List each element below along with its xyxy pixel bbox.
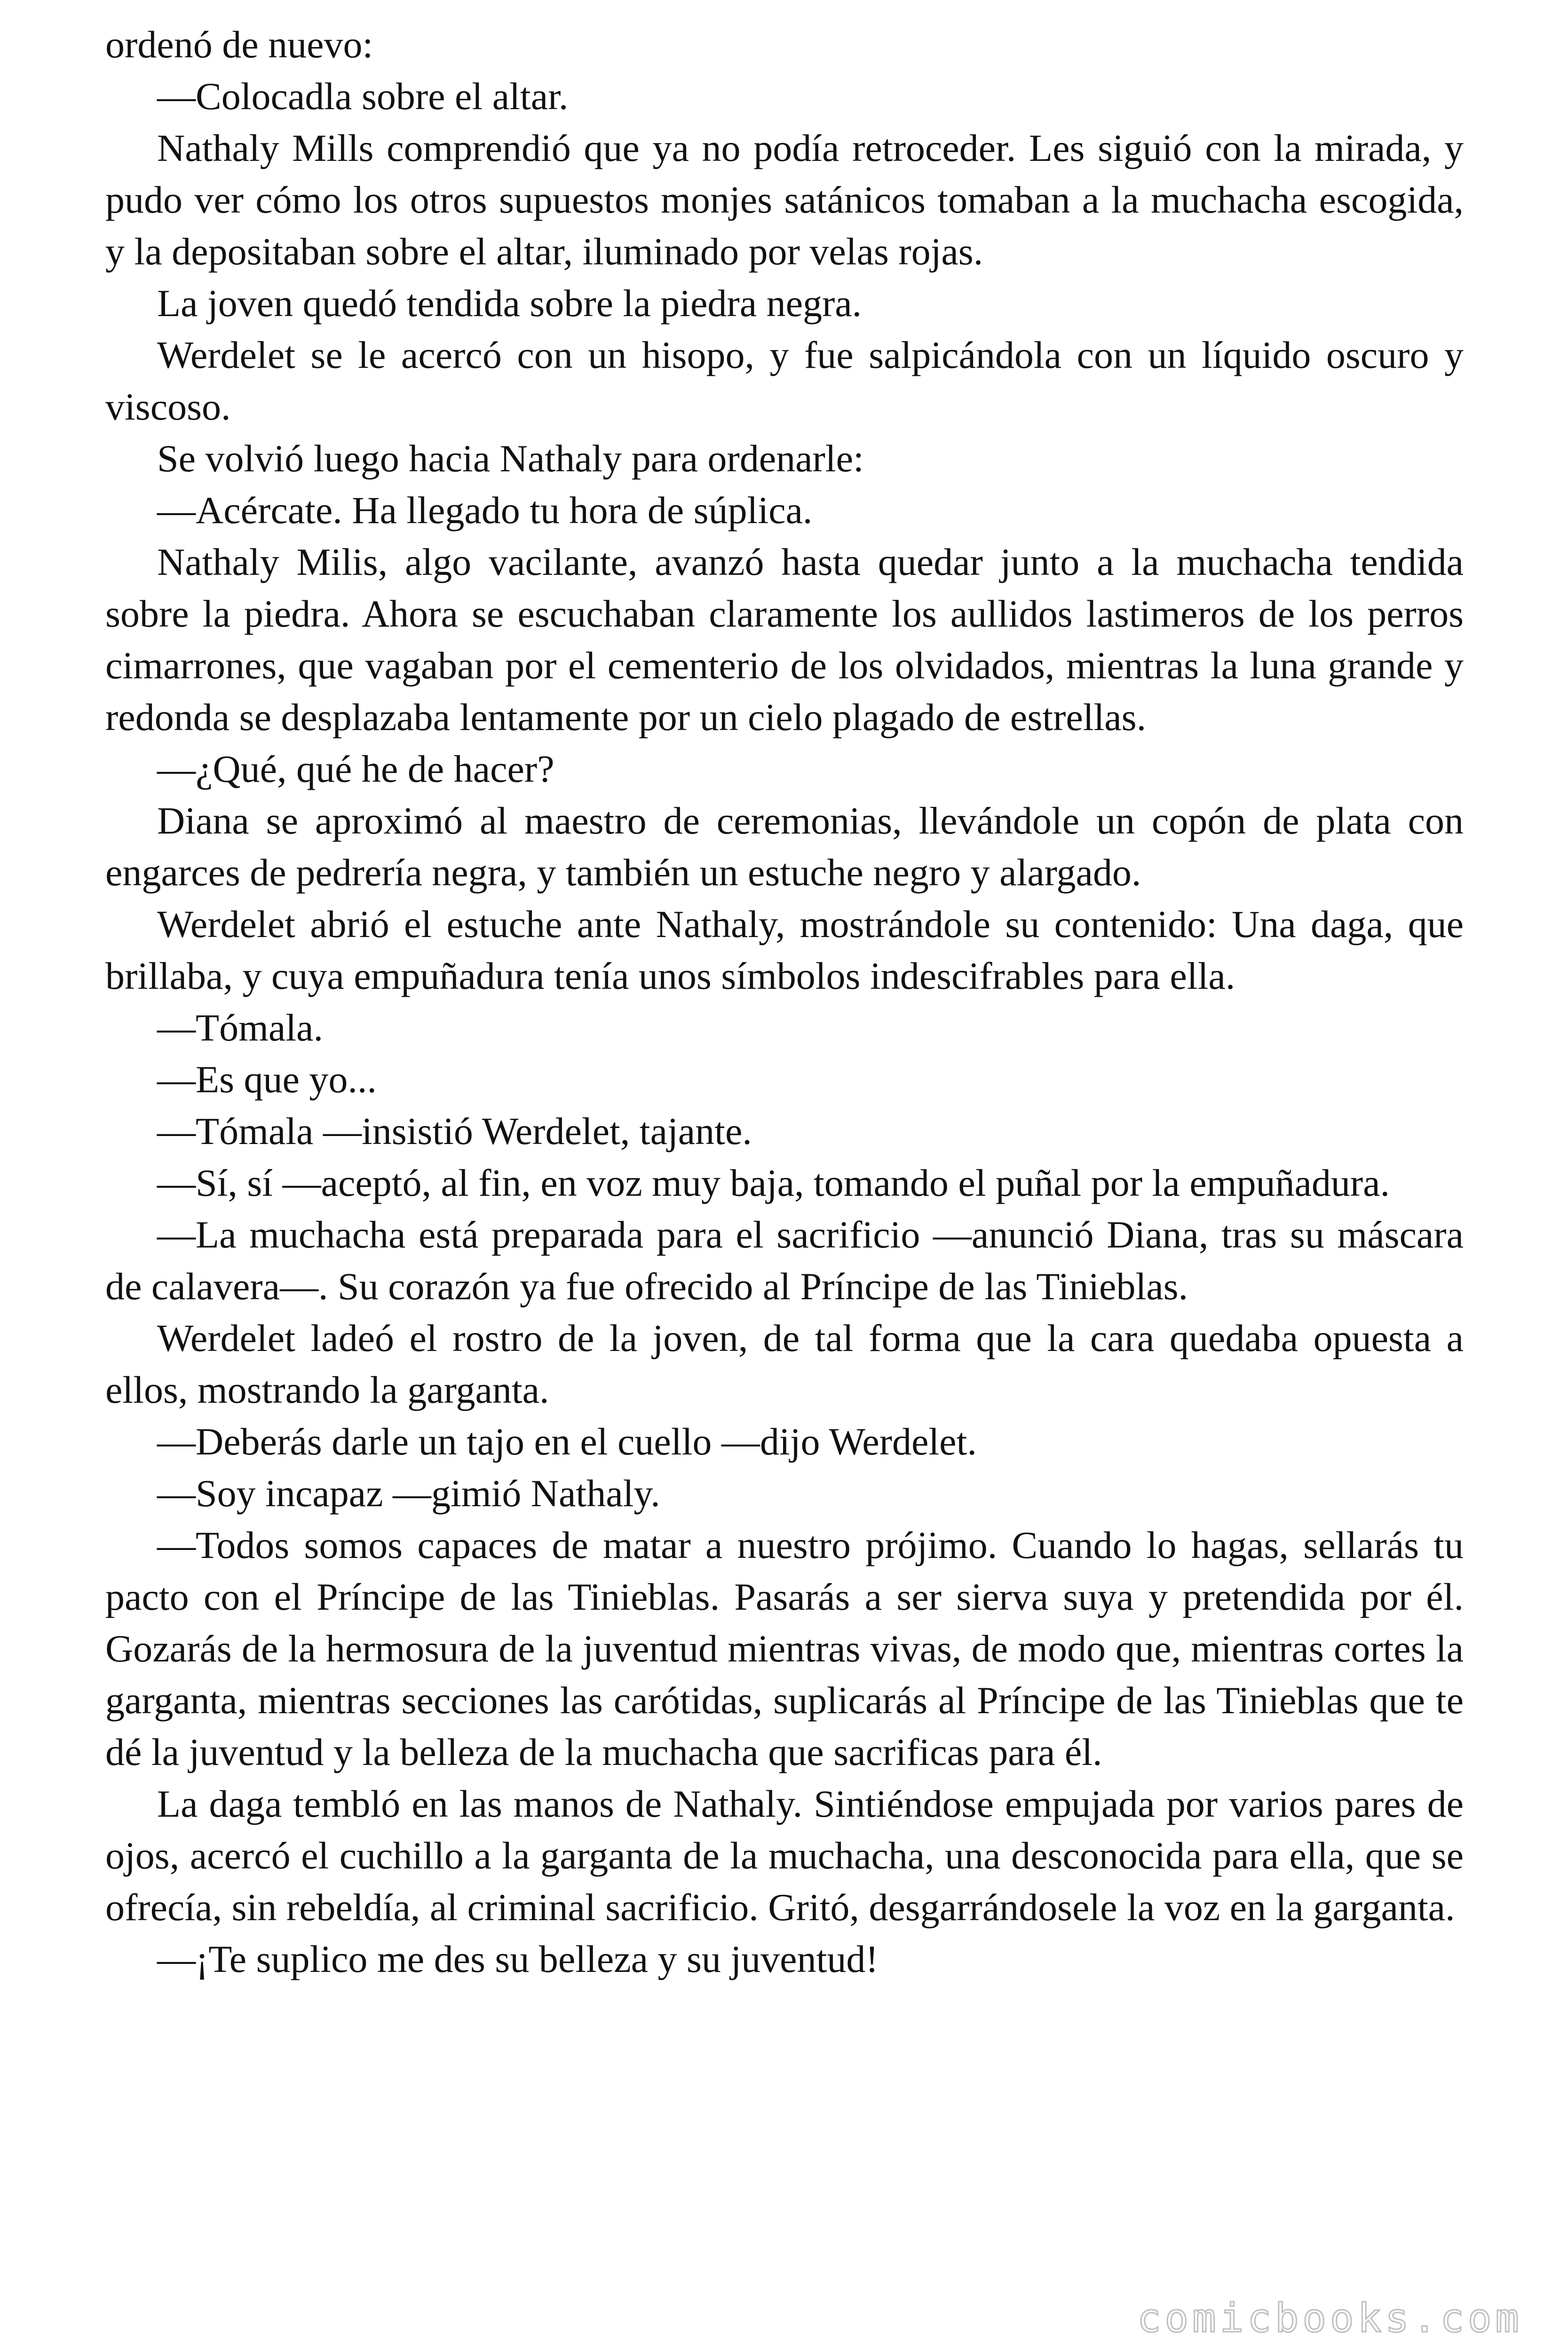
paragraph: —Todos somos capaces de matar a nuestro prójimo. Cuando lo hagas, sellarás tu pacto con el Príncipe de las Tinieblas. Pasarás a ser sierva suya y pretendida por él. Gozarás de la hermosura de la juventud mientras vivas, de modo que, mientras cortes la garganta, mientras secciones las carótidas, suplicarás al Príncipe de las Tinieblas que te dé la juventud y la belleza de la muchacha que sacrificas para él. xyxy=(105,1524,1464,1773)
paragraph: Nathaly Milis, algo vacilante, avanzó hasta quedar junto a la muchacha tendida sobre la piedra. Ahora se escuchaban claramente los aullidos lastimeros de los perros cimarrones, que vagaban por el cementerio de los olvidados, mientras la luna grande y redonda se desplazaba lentamente por un cielo plagado de estrellas. xyxy=(105,540,1464,739)
paragraph: Werdelet se le acercó con un hisopo, y fue salpicándola con un líquido oscuro y viscoso. xyxy=(105,334,1464,428)
paragraph: Se volvió luego hacia Nathaly para ordenarle: xyxy=(157,437,864,480)
paragraph: —Tómala. xyxy=(157,1006,323,1049)
paragraph: —Es que yo... xyxy=(157,1058,377,1101)
page-body xyxy=(105,19,1464,1985)
paragraph: Diana se aproximó al maestro de ceremonias, llevándole un copón de plata con engarces de pedrería negra, y también un estuche negro y alargado. xyxy=(105,799,1464,894)
paragraph: —¡Te suplico me des su belleza y su juventud! xyxy=(157,1938,879,1980)
paragraph: Werdelet ladeó el rostro de la joven, de tal forma que la cara quedaba opuesta a ellos, mostrando la garganta. xyxy=(105,1317,1464,1411)
paragraph: —La muchacha está preparada para el sacrificio —anunció Diana, tras su máscara de calavera—. Su corazón ya fue ofrecido al Príncipe de las Tinieblas. xyxy=(105,1213,1464,1308)
paragraph: —Acércate. Ha llegado tu hora de súplica. xyxy=(157,489,813,532)
paragraph: La joven quedó tendida sobre la piedra negra. xyxy=(157,282,862,325)
paragraph: Nathaly Mills comprendió que ya no podía retroceder. Les siguió con la mirada, y pudo ver cómo los otros supuestos monjes satánicos tomaban a la muchacha escogida, y la depositaban sobre el altar, iluminado por velas rojas. xyxy=(105,127,1464,273)
paragraph: —Tómala —insistió Werdelet, tajante. xyxy=(157,1110,752,1152)
paragraph: —Colocadla sobre el altar. xyxy=(157,75,569,118)
paragraph: —Sí, sí —aceptó, al fin, en voz muy baja, tomando el puñal por la empuñadura. xyxy=(157,1161,1390,1204)
paragraph: —Deberás darle un tajo en el cuello —dijo Werdelet. xyxy=(157,1420,977,1463)
paragraph: ordenó de nuevo: xyxy=(105,23,373,66)
paragraph: Werdelet abrió el estuche ante Nathaly, mostrándole su contenido: Una daga, que brillaba, y cuya empuñadura tenía unos símbolos indescifrables para ella. xyxy=(105,903,1464,997)
paragraph: La daga tembló en las manos de Nathaly. Sintiéndose empujada por varios pares de ojos, acercó el cuchillo a la garganta de la muchacha, una desconocida para ella, que se ofrecía, sin rebeldía, al criminal sacrificio. Gritó, desgarrándosele la voz en la garganta. xyxy=(105,1782,1464,1929)
paragraph: —¿Qué, qué he de hacer? xyxy=(157,747,554,790)
watermark: comicbooks.com xyxy=(1137,2295,1523,2341)
paragraph: —Soy incapaz —gimió Nathaly. xyxy=(157,1472,660,1515)
